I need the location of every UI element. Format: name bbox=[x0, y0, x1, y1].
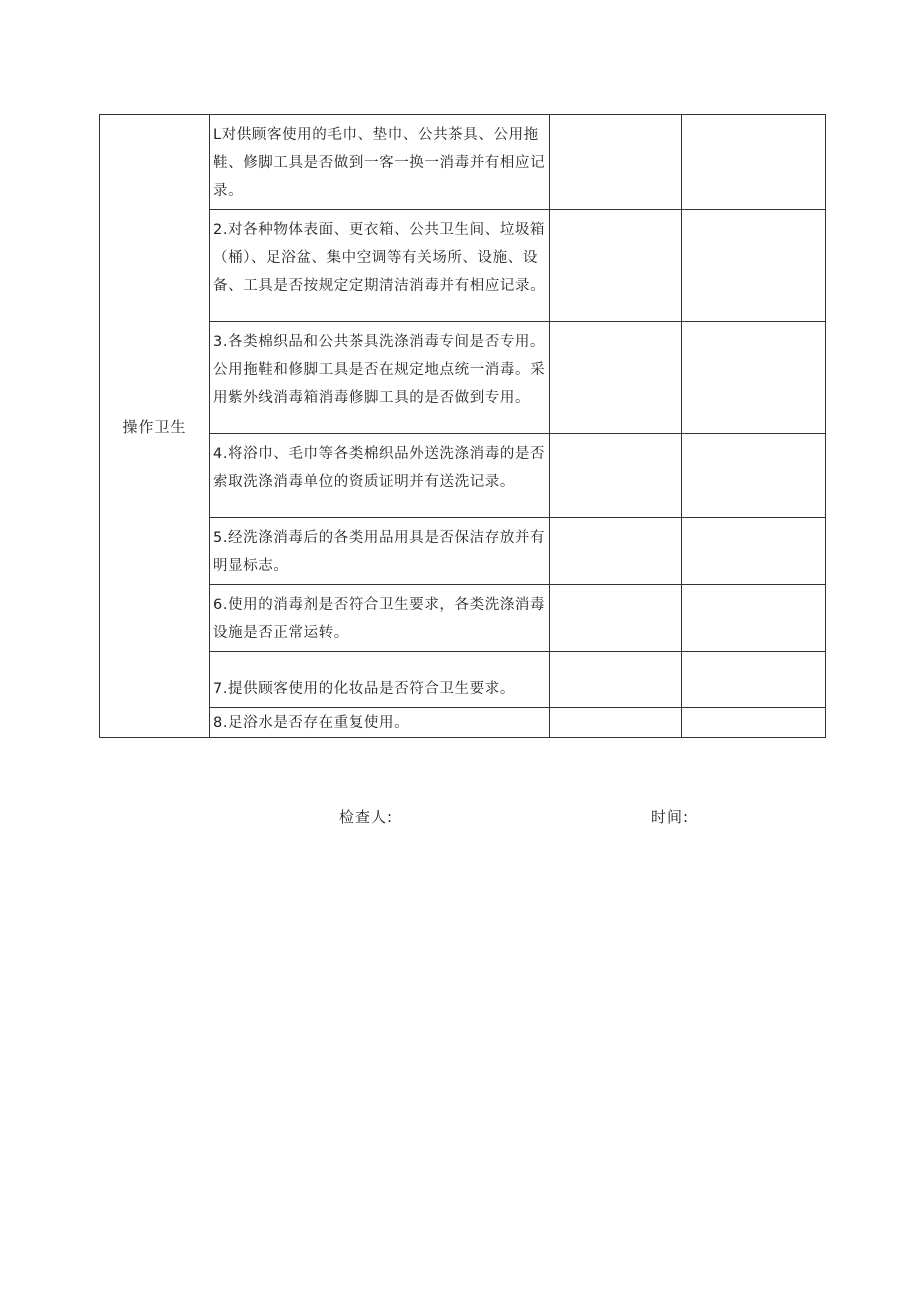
result-cell[interactable] bbox=[550, 652, 682, 708]
inspection-table bbox=[99, 114, 826, 738]
category-label: 操作卫生 bbox=[122, 417, 187, 436]
item-cell bbox=[210, 434, 550, 518]
remark-cell[interactable] bbox=[682, 322, 826, 434]
item-cell bbox=[210, 652, 550, 708]
remark-cell[interactable] bbox=[682, 585, 826, 652]
item-text: L对供顾客使用的毛巾、垫巾、公共茶具、公用拖鞋、修脚工具是否做到一客一换一消毒并有相应记录。 bbox=[213, 127, 546, 199]
item-cell bbox=[210, 322, 550, 434]
time-label: 时间: bbox=[651, 808, 690, 826]
item-cell bbox=[210, 210, 550, 322]
result-cell[interactable] bbox=[550, 518, 682, 585]
item-text: 4.将浴巾、毛巾等各类棉织品外送洗涤消毒的是否索取洗涤消毒单位的资质证明并有送洗记录。 bbox=[213, 446, 546, 490]
item-text: 3.各类棉织品和公共茶具洗涤消毒专间是否专用。公用拖鞋和修脚工具是否在规定地点统一消毒。采用紫外线消毒箱消毒修脚工具的是否做到专用。 bbox=[213, 334, 546, 406]
remark-cell[interactable] bbox=[682, 115, 826, 210]
remark-cell[interactable] bbox=[682, 210, 826, 322]
item-cell bbox=[210, 115, 550, 210]
item-text: 6.使用的消毒剂是否符合卫生要求，各类洗涤消毒设施是否正常运转。 bbox=[213, 597, 546, 641]
remark-cell[interactable] bbox=[682, 434, 826, 518]
category-cell bbox=[100, 115, 210, 738]
remark-cell[interactable] bbox=[682, 518, 826, 585]
item-cell bbox=[210, 708, 550, 738]
result-cell[interactable] bbox=[550, 708, 682, 738]
item-text: 7.提供顾客使用的化妆品是否符合卫生要求。 bbox=[213, 681, 515, 697]
result-cell[interactable] bbox=[550, 585, 682, 652]
inspector-label: 检查人: bbox=[339, 808, 394, 826]
table-row bbox=[100, 115, 826, 210]
result-cell[interactable] bbox=[550, 210, 682, 322]
item-cell bbox=[210, 585, 550, 652]
item-text: 5.经洗涤消毒后的各类用品用具是否保洁存放并有明显标志。 bbox=[213, 530, 546, 574]
remark-cell[interactable] bbox=[682, 708, 826, 738]
item-text: 8.足浴水是否存在重复使用。 bbox=[213, 715, 410, 731]
remark-cell[interactable] bbox=[682, 652, 826, 708]
result-cell[interactable] bbox=[550, 322, 682, 434]
result-cell[interactable] bbox=[550, 115, 682, 210]
result-cell[interactable] bbox=[550, 434, 682, 518]
item-text: 2.对各种物体表面、更衣箱、公共卫生间、垃圾箱（桶）、足浴盆、集中空调等有关场所、设施、设备、工具是否按规定定期清洁消毒并有相应记录。 bbox=[213, 222, 546, 294]
item-cell bbox=[210, 518, 550, 585]
